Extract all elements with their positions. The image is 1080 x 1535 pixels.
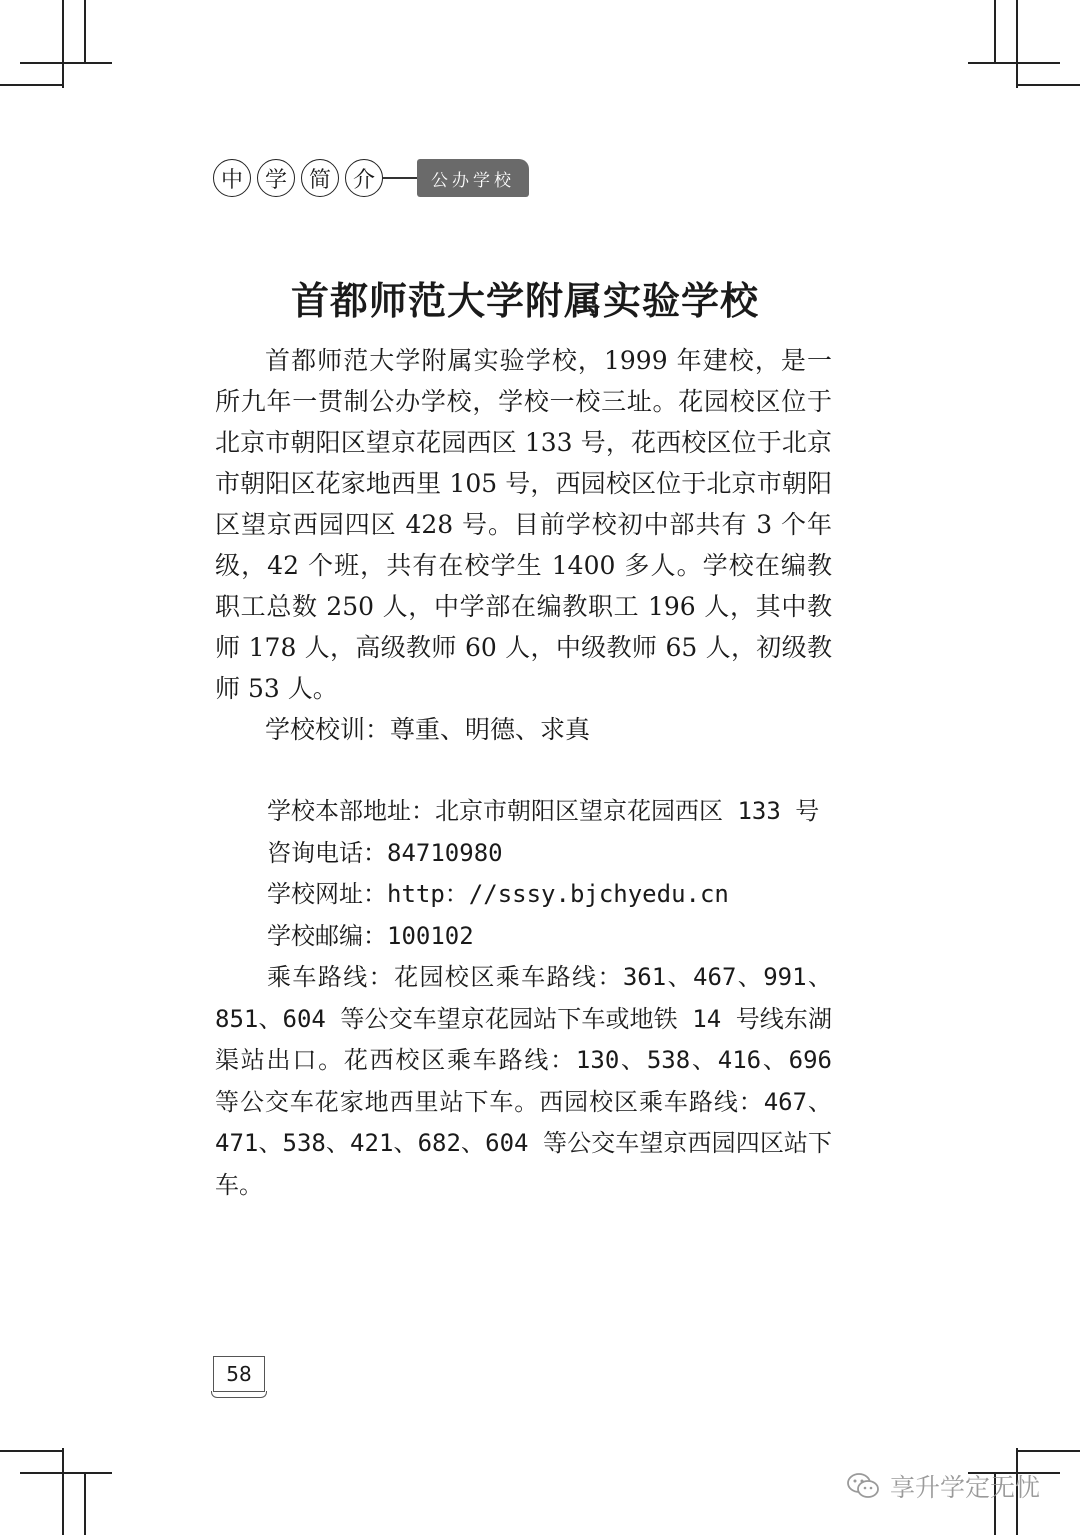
- school-address: 学校本部地址：北京市朝阳区望京花园西区 133 号: [267, 797, 820, 825]
- school-motto: 学校校训：尊重、明德、求真: [265, 715, 591, 744]
- crop-mark: [994, 0, 996, 62]
- school-postcode: 学校邮编：100102: [267, 921, 474, 950]
- school-website: 学校网址：http：//sssy.bjchyedu.cn: [267, 880, 729, 908]
- header-circled-char: 学: [257, 159, 295, 197]
- crop-mark: [0, 1450, 62, 1452]
- header-circled-char: 简: [301, 159, 339, 197]
- header-connector-line: [383, 177, 417, 179]
- intro-paragraph: 首都师范大学附属实验学校，1999 年建校，是一所九年一贯制公办学校，学校一校三址。花园校区位于北京市朝阳区望京花园西区 133 号，花西校区位于北京市朝阳区花家地西里 105 号，西园校区位于北京市朝阳区望京西园四区 428 号。目前学校初中部共有 3 个年级，42 个班，共有在校学生 1400 多人。学校在编教职工总数 250 人，中学部在编教职工 196 人，其中教师 178 人，高级教师 60 人，中级教师 65 人，初级教师 53 人。: [215, 346, 832, 703]
- crop-mark: [1016, 1450, 1080, 1452]
- info-block: [215, 791, 832, 1206]
- header-circled-char: 中: [213, 159, 251, 197]
- wechat-icon: [846, 1472, 880, 1500]
- page-number: 58: [213, 1356, 265, 1392]
- crop-mark: [20, 62, 112, 64]
- crop-mark: [84, 1472, 86, 1535]
- school-phone: 咨询电话：84710980: [267, 838, 503, 867]
- watermark-text: 享升学定无忧: [890, 1473, 1041, 1502]
- body-text: [215, 340, 832, 750]
- crop-mark: [20, 1472, 112, 1474]
- crop-mark: [0, 84, 62, 86]
- page-title: 首都师范大学附属实验学校: [290, 279, 759, 323]
- crop-mark: [968, 62, 1060, 64]
- section-header: [213, 157, 529, 199]
- header-circled-char: 介: [345, 159, 383, 197]
- watermark: [846, 1468, 1040, 1504]
- crop-mark: [1016, 0, 1018, 88]
- category-tag: 公办学校: [417, 159, 529, 197]
- crop-mark: [62, 1448, 64, 1535]
- page-number-badge: [213, 1356, 265, 1396]
- crop-mark: [62, 0, 64, 88]
- book-base-icon: [211, 1391, 267, 1398]
- crop-mark: [84, 0, 86, 62]
- bus-routes: 乘车路线：花园校区乘车路线：361、467、991、851、604 等公交车望京花园站下车或地铁 14 号线东湖渠站出口。花西校区乘车路线：130、538、416、696 等公交车花家地西里站下车。西园校区乘车路线：467、471、538、421、682、604 等公交车望京西园四区站下车。: [215, 963, 832, 1199]
- crop-mark: [1016, 84, 1080, 86]
